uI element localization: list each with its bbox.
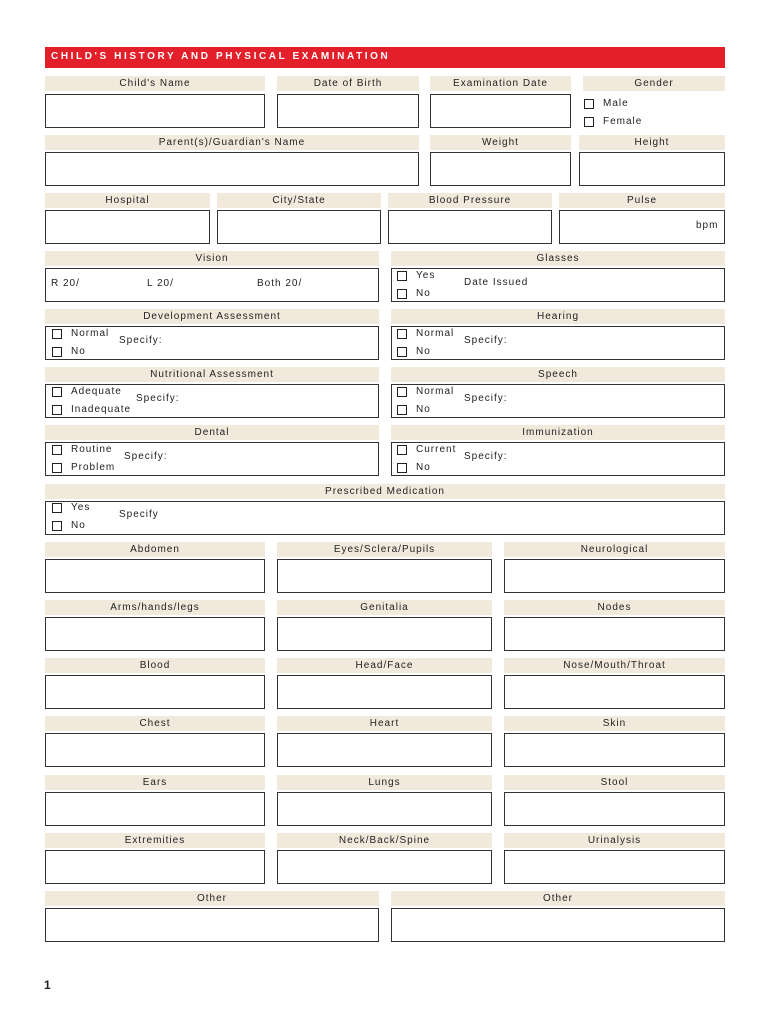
nutritional-adequate-checkbox[interactable] [52,387,62,397]
abdomen-label: Abdomen [45,542,265,557]
dental-problem-label: Problem [71,462,116,473]
male-option-label: Male [603,98,629,109]
other-left-field[interactable] [45,908,379,942]
height-label: Height [579,135,725,150]
dental-routine-checkbox[interactable] [52,445,62,455]
nutritional-specify[interactable]: Specify: [136,393,180,404]
dental-routine-label: Routine [71,444,113,455]
urinalysis-label: Urinalysis [504,833,725,848]
neck-back-spine-field[interactable] [277,850,492,884]
date-issued-label: Date Issued [464,277,529,288]
medication-specify[interactable]: Specify [119,509,159,520]
hearing-normal-checkbox[interactable] [397,329,407,339]
pulse-label: Pulse [559,193,725,208]
medication-no-checkbox[interactable] [52,521,62,531]
eyes-field[interactable] [277,559,492,593]
extremities-field[interactable] [45,850,265,884]
nodes-field[interactable] [504,617,725,651]
nutritional-inadequate-label: Inadequate [71,404,132,415]
hospital-label: Hospital [45,193,210,208]
speech-specify[interactable]: Specify: [464,393,508,404]
other-left-label: Other [45,891,379,906]
other-right-field[interactable] [391,908,725,942]
neck-back-spine-label: Neck/Back/Spine [277,833,492,848]
other-right-label: Other [391,891,725,906]
stool-field[interactable] [504,792,725,826]
arms-label: Arms/hands/legs [45,600,265,615]
immunization-label: Immunization [391,425,725,440]
vision-both: Both 20/ [257,278,303,289]
city-state-label: City/State [217,193,381,208]
hearing-no-label: No [416,346,431,357]
lungs-label: Lungs [277,775,492,790]
skin-label: Skin [504,716,725,731]
pulse-unit: bpm [696,220,719,231]
parents-name-label: Parent(s)/Guardian's Name [45,135,419,150]
medication-yes-label: Yes [71,502,91,513]
glasses-yes-checkbox[interactable] [397,271,407,281]
heart-field[interactable] [277,733,492,767]
childs-name-label: Child's Name [45,76,265,91]
date-of-birth-label: Date of Birth [277,76,419,91]
heart-label: Heart [277,716,492,731]
head-face-label: Head/Face [277,658,492,673]
glasses-field [391,268,725,302]
childs-name-field[interactable] [45,94,265,128]
development-specify[interactable]: Specify: [119,335,163,346]
genitalia-field[interactable] [277,617,492,651]
skin-field[interactable] [504,733,725,767]
chest-field[interactable] [45,733,265,767]
examination-date-label: Examination Date [430,76,571,91]
development-normal-label: Normal [71,328,110,339]
blood-pressure-label: Blood Pressure [388,193,552,208]
dental-problem-checkbox[interactable] [52,463,62,473]
female-option-label: Female [603,116,643,127]
gender-label: Gender [583,76,725,91]
hospital-field[interactable] [45,210,210,244]
hearing-no-checkbox[interactable] [397,347,407,357]
medication-no-label: No [71,520,86,531]
vision-label: Vision [45,251,379,266]
male-checkbox[interactable] [584,99,594,109]
hearing-normal-label: Normal [416,328,455,339]
speech-normal-checkbox[interactable] [397,387,407,397]
glasses-no-label: No [416,288,431,299]
blood-field[interactable] [45,675,265,709]
immunization-no-checkbox[interactable] [397,463,407,473]
vision-right: R 20/ [51,278,80,289]
city-state-field[interactable] [217,210,381,244]
speech-normal-label: Normal [416,386,455,397]
urinalysis-field[interactable] [504,850,725,884]
dental-specify[interactable]: Specify: [124,451,168,462]
hearing-specify[interactable]: Specify: [464,335,508,346]
page-number: 1 [44,978,51,992]
development-no-label: No [71,346,86,357]
weight-label: Weight [430,135,571,150]
form-title: CHILD'S HISTORY AND PHYSICAL EXAMINATION [45,47,725,68]
parents-name-field[interactable] [45,152,419,186]
blood-pressure-field[interactable] [388,210,552,244]
immunization-current-label: Current [416,444,457,455]
chest-label: Chest [45,716,265,731]
lungs-field[interactable] [277,792,492,826]
nodes-label: Nodes [504,600,725,615]
prescribed-medication-label: Prescribed Medication [45,484,725,499]
vision-field[interactable] [45,268,379,302]
abdomen-field[interactable] [45,559,265,593]
glasses-no-checkbox[interactable] [397,289,407,299]
development-no-checkbox[interactable] [52,347,62,357]
medication-yes-checkbox[interactable] [52,503,62,513]
height-field[interactable] [579,152,725,186]
dental-label: Dental [45,425,379,440]
speech-no-checkbox[interactable] [397,405,407,415]
nose-mouth-throat-field[interactable] [504,675,725,709]
nose-mouth-throat-label: Nose/Mouth/Throat [504,658,725,673]
glasses-yes-label: Yes [416,270,436,281]
neurological-label: Neurological [504,542,725,557]
examination-date-field[interactable] [430,94,571,128]
glasses-label: Glasses [391,251,725,266]
nutritional-inadequate-checkbox[interactable] [52,405,62,415]
extremities-label: Extremities [45,833,265,848]
speech-no-label: No [416,404,431,415]
ears-label: Ears [45,775,265,790]
female-checkbox[interactable] [584,117,594,127]
genitalia-label: Genitalia [277,600,492,615]
nutritional-adequate-label: Adequate [71,386,122,397]
hearing-label: Hearing [391,309,725,324]
ears-field[interactable] [45,792,265,826]
neurological-field[interactable] [504,559,725,593]
vision-left: L 20/ [147,278,174,289]
development-normal-checkbox[interactable] [52,329,62,339]
nutritional-label: Nutritional Assessment [45,367,379,382]
stool-label: Stool [504,775,725,790]
immunization-specify[interactable]: Specify: [464,451,508,462]
immunization-no-label: No [416,462,431,473]
weight-field[interactable] [430,152,571,186]
head-face-field[interactable] [277,675,492,709]
immunization-current-checkbox[interactable] [397,445,407,455]
arms-field[interactable] [45,617,265,651]
eyes-label: Eyes/Sclera/Pupils [277,542,492,557]
blood-label: Blood [45,658,265,673]
speech-label: Speech [391,367,725,382]
development-label: Development Assessment [45,309,379,324]
date-of-birth-field[interactable] [277,94,419,128]
